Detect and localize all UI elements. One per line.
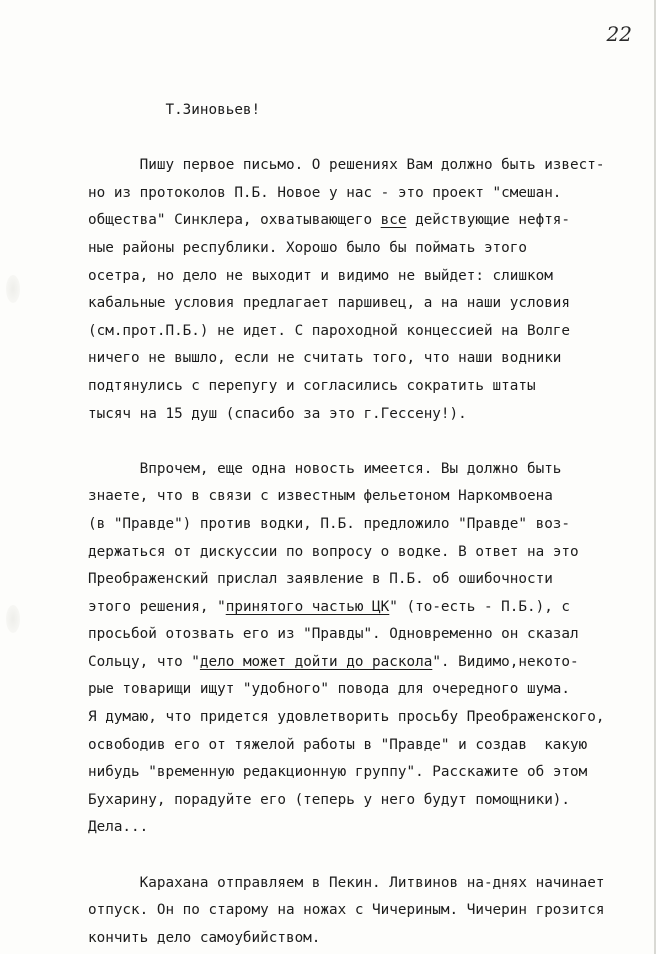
- letter-line: [88, 511, 648, 539]
- underlined-phrase: все: [380, 212, 407, 229]
- letter-line: [88, 704, 648, 732]
- line-text: Т.Зиновьев!: [88, 102, 261, 118]
- underlined-phrase: принятого частью ЦК: [225, 598, 390, 615]
- letter-line: [88, 870, 648, 898]
- letter-line: [88, 373, 648, 401]
- line-text: ные районы республики. Хорошо было бы поймать этого: [88, 239, 527, 256]
- letter-line: [88, 594, 648, 622]
- letter-line: [88, 787, 648, 815]
- letter-line: [88, 649, 648, 677]
- line-text: но из протоколов П.Б. Новое у нас - это проект "смешан.: [88, 184, 562, 201]
- line-text: отпуск. Он по старому на ножах с Чичериным. Чичерин грозится: [88, 902, 605, 919]
- line-text: нибудь "временную редакционную группу". Расскажите об этом: [88, 764, 588, 781]
- line-text: кабальные условия предлагает паршивец, а на наши условия: [88, 295, 571, 312]
- letter-line: [88, 842, 648, 870]
- letter-line: [88, 676, 648, 704]
- letter-line: [88, 539, 648, 567]
- letter-line: [88, 401, 648, 429]
- line-text: Сольцу, что ": [88, 653, 200, 670]
- letter-line: [88, 180, 648, 208]
- letter-line: [88, 345, 648, 373]
- line-text: действующие нефтя-: [406, 212, 571, 229]
- line-text: знаете, что в связи с известным фельетоном Наркомвоена: [88, 488, 553, 505]
- line-text: этого решения, ": [88, 598, 226, 615]
- line-text: ничего не вышло, если не считать того, что наши водники: [88, 350, 562, 367]
- line-text: Пишу первое письмо. О решениях Вам должно быть извест-: [88, 157, 605, 174]
- punch-hole-bottom: [6, 605, 20, 633]
- line-text: подтянулись с перепугу и согласились сократить штаты: [88, 377, 536, 394]
- letter-line: [88, 759, 648, 787]
- line-text: (в "Правде") против водки, П.Б. предложило "Правде" воз-: [88, 515, 571, 532]
- line-text: рые товарищи ищут "удобного" повода для очередного шума.: [88, 681, 571, 698]
- letter-line: [88, 152, 648, 180]
- line-text: Бухарину, порадуйте его (теперь у него будут помощники).: [88, 791, 571, 808]
- line-text: общества" Синклера, охватывающего: [88, 212, 381, 229]
- line-text: " (то-есть - П.Б.), с: [389, 598, 571, 615]
- line-text: осетра, но дело не выходит и видимо не выйдет: слишком: [88, 267, 553, 284]
- line-text: тысяч на 15 душ (спасибо за это г.Гессену!).: [88, 405, 467, 422]
- letter-body: [88, 97, 648, 952]
- letter-line: [88, 732, 648, 760]
- letter-line: [88, 97, 648, 125]
- letter-line: [88, 235, 648, 263]
- letter-line: [88, 621, 648, 649]
- line-text: Преображенский прислал заявление в П.Б. об ошибочности: [88, 571, 553, 588]
- line-text: освободив его от тяжелой работы в "Правде" и создав какую: [88, 736, 588, 753]
- line-text: Впрочем, еще одна новость имеется. Вы должно быть: [88, 460, 562, 477]
- line-text: Дела...: [88, 819, 149, 836]
- letter-line: [88, 456, 648, 484]
- letter-line: [88, 207, 648, 235]
- line-text: ". Видимо,некото-: [432, 653, 579, 670]
- line-text: просьбой отозвать его из "Правды". Одновременно он сказал: [88, 626, 579, 643]
- letter-line: [88, 566, 648, 594]
- letter-line: [88, 483, 648, 511]
- page-number: 22: [606, 22, 632, 46]
- line-text: кончить дело самоубийством.: [88, 929, 321, 946]
- line-text: Карахана отправляем в Пекин. Литвинов на-днях начинает: [88, 874, 605, 891]
- line-text: держаться от дискуссии по вопросу о водке. В ответ на это: [88, 543, 579, 560]
- letter-line: [88, 290, 648, 318]
- underlined-phrase: дело может дойти до раскола: [199, 653, 433, 670]
- letter-line: [88, 925, 648, 953]
- letter-line: [88, 814, 648, 842]
- letter-line: [88, 428, 648, 456]
- line-text: (см.прот.П.Б.) не идет. С пароходной концессией на Волге: [88, 322, 571, 339]
- letter-line: [88, 318, 648, 346]
- line-text: Я думаю, что придется удовлетворить просьбу Преображенского,: [88, 709, 605, 726]
- letter-line: [88, 897, 648, 925]
- letter-line: [88, 125, 648, 153]
- punch-hole-top: [6, 275, 20, 303]
- letter-line: [88, 263, 648, 291]
